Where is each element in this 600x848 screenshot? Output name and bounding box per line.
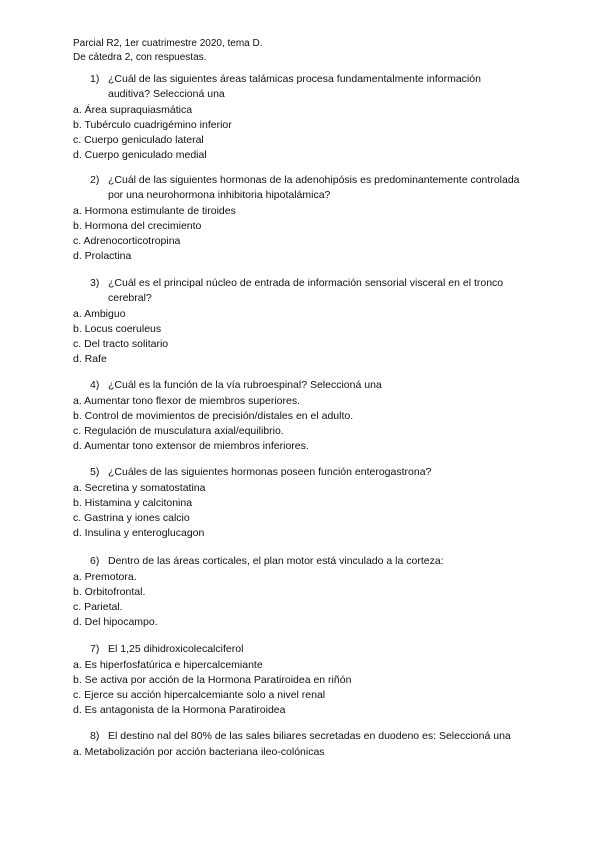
option-c: c. Del tracto solitario (73, 338, 169, 350)
option-a: a. Metabolización por acción bacteriana ileo-colónicas (73, 746, 325, 758)
question-text: ¿Cuáles de las siguientes hormonas poseen función enterogastrona? (108, 466, 432, 478)
question-stem (0, 642, 600, 657)
option-d: d. Rafe (73, 353, 107, 365)
question-8 (0, 729, 600, 760)
option-b: b. Locus coeruleus (73, 323, 162, 335)
option-c: c. Parietal. (73, 601, 123, 613)
question-4 (0, 378, 600, 454)
question-text: ¿Cuál de las siguientes hormonas de la adenohipósis es predominantemente controlada por una neurohormona inhibitoria hipotalámica? (108, 174, 520, 201)
option-list (0, 307, 600, 367)
option-b: b. Tubérculo cuadrigémino inferior (73, 119, 232, 131)
question-text: El 1,25 dihidroxicolecalciferol (108, 643, 244, 655)
option-list (0, 745, 600, 760)
header-subtitle: De cátedra 2, con respuestas. (73, 52, 207, 63)
option-d: d. Del hipocampo. (73, 616, 158, 628)
option-b: b. Control de movimientos de precisión/distales en el adulto. (73, 410, 354, 422)
question-stem (0, 554, 600, 569)
option-a: a. Hormona estimulante de tiroides (73, 205, 236, 217)
option-c: c. Adrenocorticotropina (73, 235, 181, 247)
question-number: 2) (90, 174, 100, 186)
question-text: El destino nal del 80% de las sales biliares secretadas en duodeno es: Seleccioná una (108, 730, 511, 742)
question-1 (0, 72, 600, 163)
option-a: a. Ambiguo (73, 308, 126, 320)
question-stem (0, 729, 600, 744)
question-text: ¿Cuál de las siguientes áreas talámicas procesa fundamentalmente información auditiva? Seleccioná una (108, 73, 481, 100)
option-d: d. Insulina y enteroglucagon (73, 527, 205, 539)
question-stem (0, 276, 600, 306)
option-list (0, 204, 600, 264)
option-list (0, 481, 600, 541)
question-6 (0, 554, 600, 630)
option-list (0, 394, 600, 454)
question-stem (0, 378, 600, 393)
question-3 (0, 276, 600, 367)
question-text: ¿Cuál es la función de la vía rubroespinal? Seleccioná una (108, 379, 382, 391)
option-a: a. Secretina y somatostatina (73, 482, 206, 494)
question-2 (0, 173, 600, 264)
question-stem (0, 465, 600, 480)
option-list (0, 570, 600, 630)
question-number: 4) (90, 379, 100, 391)
question-number: 3) (90, 277, 100, 289)
option-list (0, 103, 600, 163)
option-d: d. Aumentar tono extensor de miembros inferiores. (73, 440, 309, 452)
option-b: b. Hormona del crecimiento (73, 220, 202, 232)
option-a: a. Aumentar tono flexor de miembros superiores. (73, 395, 301, 407)
question-5 (0, 465, 600, 541)
option-d: d. Es antagonista de la Hormona Paratiroidea (73, 704, 286, 716)
document-header (73, 37, 263, 65)
option-d: d. Cuerpo geniculado medial (73, 149, 207, 161)
option-c: c. Cuerpo geniculado lateral (73, 134, 204, 146)
option-b: b. Orbitofrontal. (73, 586, 146, 598)
option-a: a. Área supraquiasmática (73, 104, 193, 116)
question-text: Dentro de las áreas corticales, el plan motor está vinculado a la corteza: (108, 555, 444, 567)
option-a: a. Premotora. (73, 571, 137, 583)
option-b: b. Se activa por acción de la Hormona Paratiroidea en riñón (73, 674, 352, 686)
option-b: b. Histamina y calcitonina (73, 497, 193, 509)
option-list (0, 658, 600, 718)
question-7 (0, 642, 600, 718)
option-c: c. Regulación de musculatura axial/equilibrio. (73, 425, 284, 437)
option-c: c. Gastrina y iones calcio (73, 512, 190, 524)
question-number: 1) (90, 73, 100, 85)
question-stem (0, 72, 600, 102)
question-number: 7) (90, 643, 100, 655)
question-text: ¿Cuál es el principal núcleo de entrada de información sensorial visceral en el tronco cerebral? (108, 277, 504, 304)
question-number: 8) (90, 730, 100, 742)
option-d: d. Prolactina (73, 250, 132, 262)
question-number: 5) (90, 466, 100, 478)
question-stem (0, 173, 600, 203)
header-title: Parcial R2, 1er cuatrimestre 2020, tema D. (73, 38, 263, 49)
option-a: a. Es hiperfosfatúrica e hipercalcemiante (73, 659, 263, 671)
option-c: c. Ejerce su acción hipercalcemiante solo a nivel renal (73, 689, 326, 701)
question-number: 6) (90, 555, 100, 567)
